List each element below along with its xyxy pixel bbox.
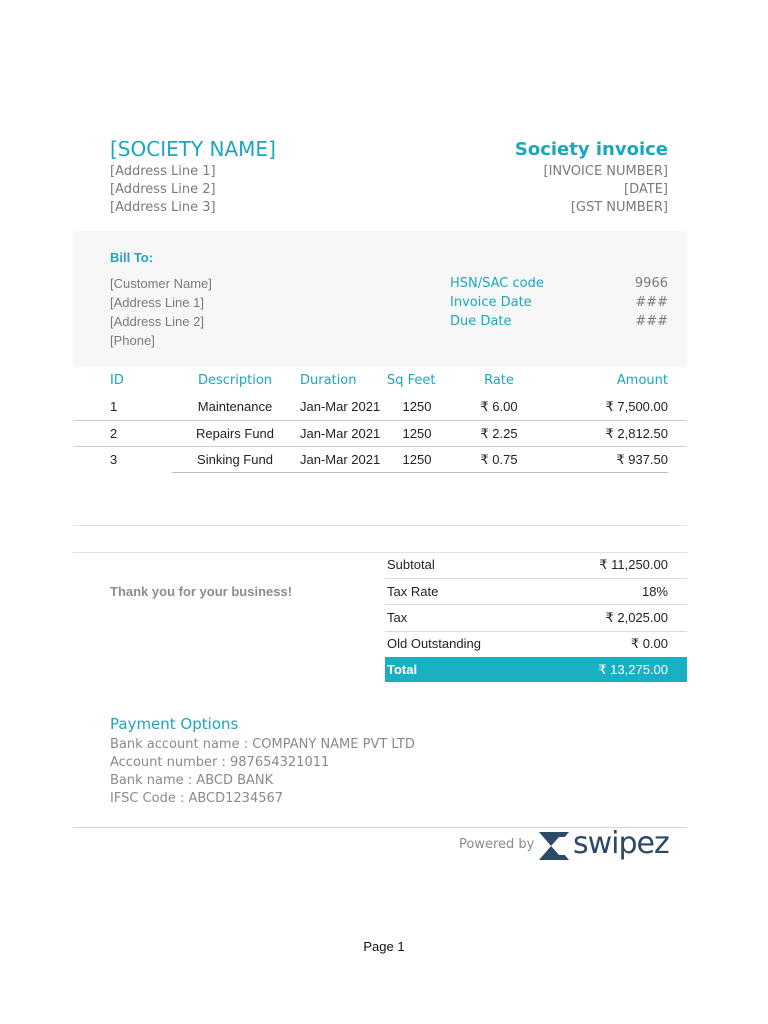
- due-date-value: ###: [635, 314, 668, 329]
- col-header-id: ID: [110, 373, 124, 388]
- row-1-description: Maintenance: [197, 399, 273, 414]
- society-name: [SOCIETY NAME]: [110, 137, 276, 161]
- invoice-date-header: [DATE]: [624, 182, 668, 197]
- row-divider: [172, 472, 668, 473]
- col-header-amount: Amount: [616, 373, 668, 388]
- row-2-amount: ₹ 2,812.50: [605, 426, 668, 441]
- gst-number: [GST NUMBER]: [570, 200, 668, 215]
- bank-name: Bank name : ABCD BANK: [110, 773, 274, 788]
- subtotal-label: Subtotal: [387, 557, 435, 572]
- row-3-amount: ₹ 937.50: [616, 452, 668, 467]
- invoice-date-value: ###: [635, 295, 668, 310]
- subtotal-value: ₹ 11,250.00: [599, 557, 668, 572]
- row-2-sqft: 1250: [402, 426, 432, 441]
- row-divider: [73, 446, 687, 447]
- row-1-id: 1: [110, 399, 118, 414]
- row-3-rate: ₹ 0.75: [480, 452, 518, 467]
- customer-name: [Customer Name]: [110, 276, 212, 291]
- hsn-sac-value: 9966: [634, 276, 668, 291]
- row-2-duration: Jan-Mar 2021: [300, 426, 381, 441]
- tax-label: Tax: [387, 610, 408, 625]
- row-2-description: Repairs Fund: [195, 426, 275, 441]
- society-address-line-3: [Address Line 3]: [110, 200, 216, 215]
- hsn-sac-label: HSN/SAC code: [450, 276, 544, 291]
- row-3-duration: Jan-Mar 2021: [300, 452, 381, 467]
- tax-value: ₹ 2,025.00: [605, 610, 668, 625]
- society-address-line-1: [Address Line 1]: [110, 164, 216, 179]
- row-3-sqft: 1250: [402, 452, 432, 467]
- customer-address-line-2: [Address Line 2]: [110, 314, 204, 329]
- swipez-logo[interactable]: [537, 828, 685, 866]
- row-1-amount: ₹ 7,500.00: [605, 399, 668, 414]
- invoice-number: [INVOICE NUMBER]: [543, 164, 668, 179]
- summary-divider: [385, 631, 687, 632]
- row-2-rate: ₹ 2.25: [480, 426, 518, 441]
- account-number: Account number : 987654321011: [110, 755, 330, 770]
- bill-to-label: Bill To:: [110, 250, 154, 265]
- society-address-line-2: [Address Line 2]: [110, 182, 216, 197]
- summary-divider: [385, 604, 687, 605]
- invoice-date-label: Invoice Date: [450, 295, 532, 310]
- summary-divider: [385, 578, 687, 579]
- row-3-description: Sinking Fund: [197, 452, 273, 467]
- thank-you-note: Thank you for your business!: [110, 584, 293, 599]
- bank-account-name: Bank account name : COMPANY NAME PVT LTD: [110, 737, 415, 752]
- table-end-divider: [73, 525, 687, 526]
- swipez-logo-wordmark: swipez: [573, 826, 669, 861]
- summary-top-divider: [73, 552, 687, 553]
- row-1-rate: ₹ 6.00: [480, 399, 518, 414]
- page-number: Page 1: [363, 939, 405, 954]
- col-header-duration: Duration: [300, 373, 357, 388]
- due-date-label: Due Date: [450, 314, 512, 329]
- invoice-title: Society invoice: [514, 139, 668, 160]
- row-1-sqft: 1250: [402, 399, 432, 414]
- col-header-rate: Rate: [484, 373, 514, 388]
- powered-by-text: Powered by: [459, 837, 535, 852]
- total-value: ₹ 13,275.00: [598, 662, 668, 677]
- customer-phone: [Phone]: [110, 333, 155, 348]
- col-header-description: Description: [197, 373, 273, 388]
- row-3-id: 3: [110, 452, 118, 467]
- old-outstanding-label: Old Outstanding: [387, 636, 481, 651]
- tax-rate-label: Tax Rate: [387, 584, 439, 599]
- customer-address-line-1: [Address Line 1]: [110, 295, 204, 310]
- old-outstanding-value: ₹ 0.00: [630, 636, 668, 651]
- col-header-sq-feet: Sq Feet: [387, 373, 436, 388]
- row-1-duration: Jan-Mar 2021: [300, 399, 381, 414]
- total-label: Total: [387, 662, 418, 677]
- tax-rate-value: 18%: [641, 584, 668, 599]
- row-2-id: 2: [110, 426, 118, 441]
- row-divider: [73, 420, 687, 421]
- ifsc-code: IFSC Code : ABCD1234567: [110, 791, 284, 806]
- payment-options-title: Payment Options: [110, 715, 239, 733]
